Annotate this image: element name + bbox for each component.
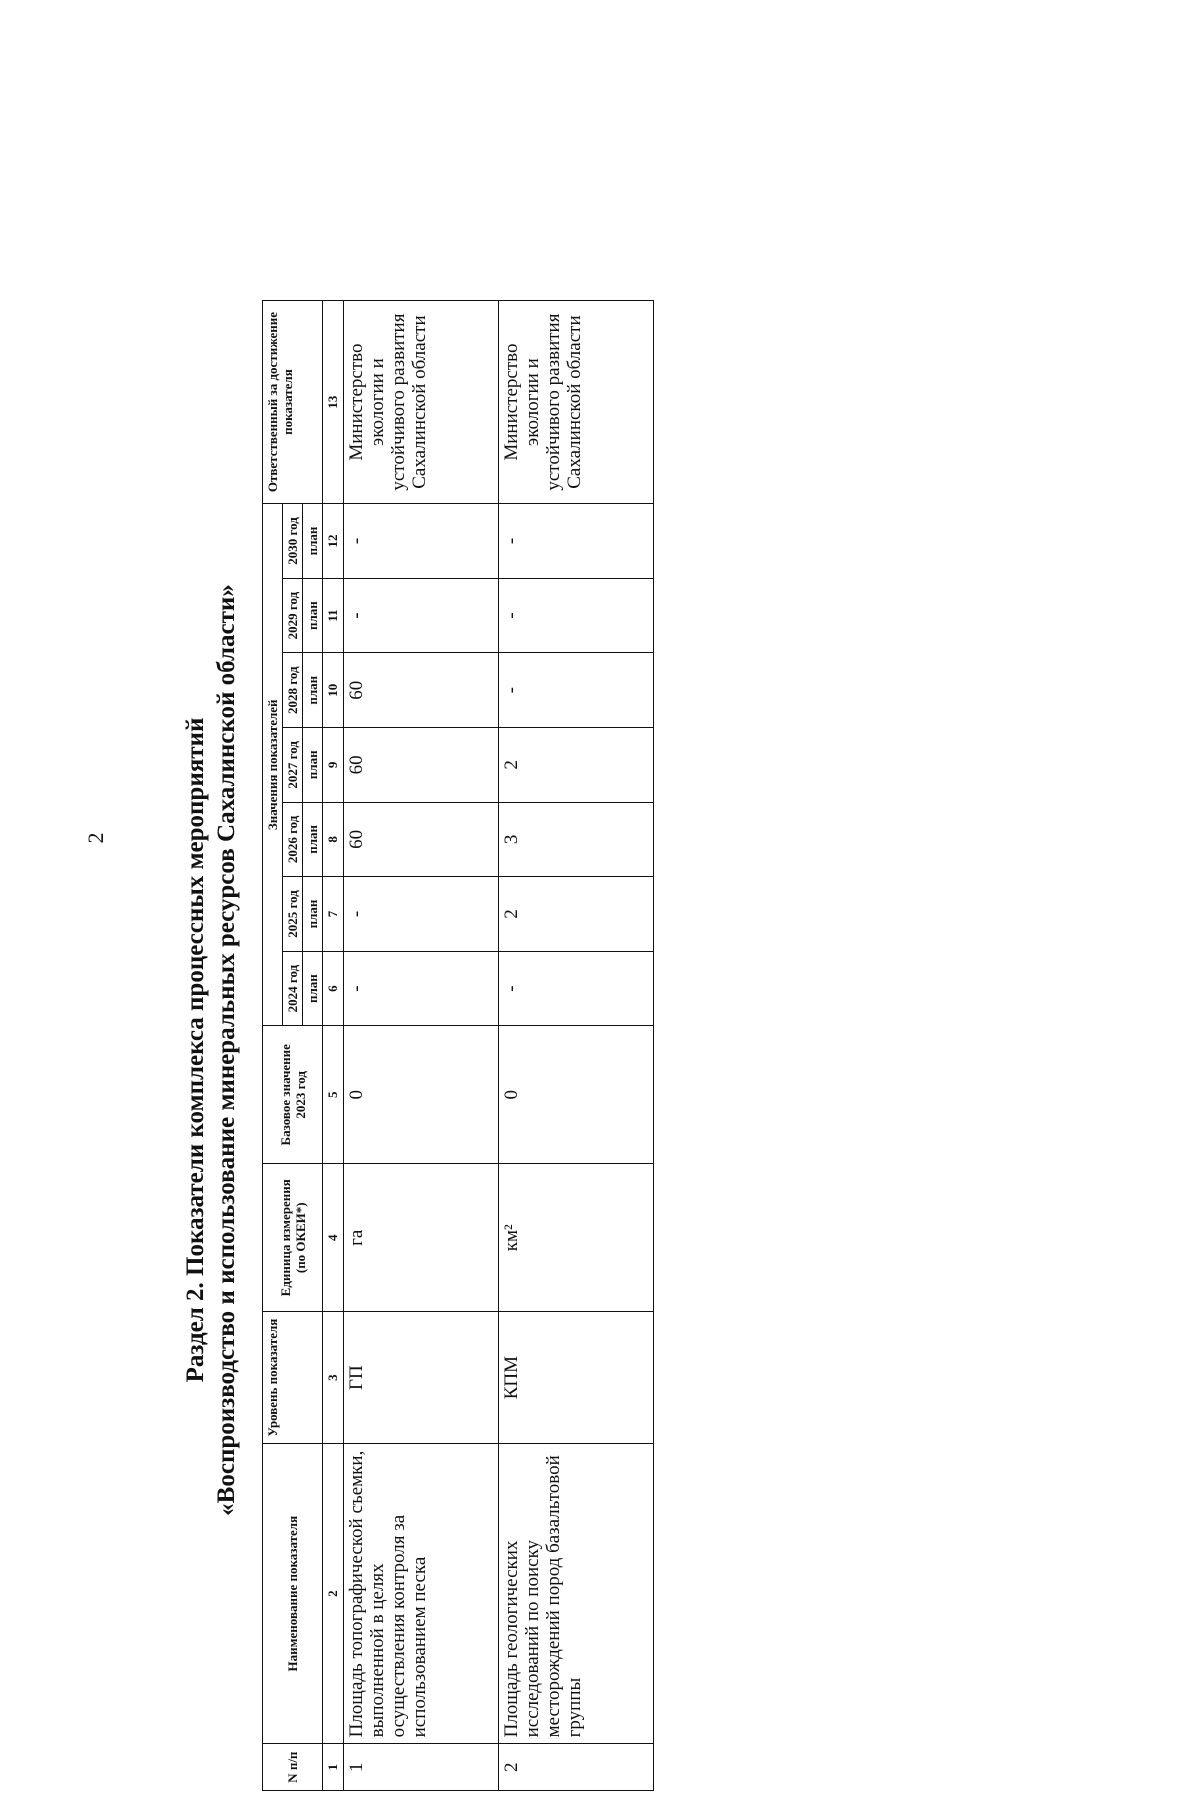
header-num: N п/п [263, 1744, 323, 1791]
indicators-table [262, 300, 654, 1791]
row-base: 0 [499, 1026, 654, 1164]
column-number: 4 [323, 1164, 344, 1312]
header-plan: план [303, 802, 323, 877]
column-number: 9 [323, 728, 344, 803]
header-plan: план [303, 728, 323, 803]
row-value-2025: - [344, 877, 499, 952]
header-plan: план [303, 578, 323, 653]
column-number: 1 [323, 1744, 344, 1791]
header-year: 2027 год [283, 728, 303, 803]
column-number: 7 [323, 877, 344, 952]
header-unit: Единица измерения (по ОКЕИ*) [263, 1164, 323, 1312]
header-year: 2026 год [283, 802, 303, 877]
row-value-2029: - [499, 578, 654, 653]
row-value-2025: 2 [499, 877, 654, 952]
row-value-2030: - [499, 504, 654, 579]
row-value-2028: - [499, 653, 654, 728]
header-year: 2024 год [283, 951, 303, 1026]
column-number: 2 [323, 1443, 344, 1743]
header-plan: план [303, 951, 323, 1026]
header-responsible: Ответственный за достижение показателя [263, 301, 323, 504]
row-num: 1 [344, 1744, 499, 1791]
row-value-2029: - [344, 578, 499, 653]
column-number: 5 [323, 1026, 344, 1164]
column-number: 11 [323, 578, 344, 653]
header-plan: план [303, 653, 323, 728]
row-value-2027: 2 [499, 728, 654, 803]
row-base: 0 [344, 1026, 499, 1164]
header-plan: план [303, 504, 323, 579]
column-number: 13 [323, 301, 344, 504]
column-number: 10 [323, 653, 344, 728]
rotated-page-content [180, 300, 820, 1800]
row-value-2030: - [344, 504, 499, 579]
header-values-group: Значения показателей [263, 504, 283, 1026]
page-number: 2 [83, 832, 108, 844]
column-number: 3 [323, 1312, 344, 1444]
column-number: 8 [323, 802, 344, 877]
row-level: КПМ [499, 1312, 654, 1444]
header-base: Базовое значение 2023 год [263, 1026, 323, 1164]
row-num: 2 [499, 1744, 654, 1791]
section-title [180, 300, 262, 1800]
header-year: 2029 год [283, 578, 303, 653]
row-level: ГП [344, 1312, 499, 1444]
row-value-2027: 60 [344, 728, 499, 803]
row-responsible: Министерство экологии и устойчивого развития Сахалинской области [344, 301, 499, 504]
table-row [344, 301, 499, 1791]
column-number: 12 [323, 504, 344, 579]
section-title-line-1: Раздел 2. Показатели комплекса процессных мероприятий [182, 717, 209, 1383]
header-year: 2030 год [283, 504, 303, 579]
header-plan: план [303, 877, 323, 952]
row-value-2028: 60 [344, 653, 499, 728]
header-name: Наименование показателя [263, 1443, 323, 1743]
header-year: 2028 год [283, 653, 303, 728]
header-row-1 [263, 301, 283, 1791]
row-value-2026: 3 [499, 802, 654, 877]
section-title-line-2: «Воспроизводство и использование минеральных ресурсов Сахалинской области» [213, 584, 240, 1516]
column-number: 6 [323, 951, 344, 1026]
row-name: Площадь топографической съемки, выполненной в целях осуществления контроля за использованием песка [344, 1443, 499, 1743]
header-level: Уровень показателя [263, 1312, 323, 1444]
row-unit: га [344, 1164, 499, 1312]
row-responsible: Министерство экологии и устойчивого развития Сахалинской области [499, 301, 654, 504]
row-unit: км² [499, 1164, 654, 1312]
table-row [499, 301, 654, 1791]
row-value-2026: 60 [344, 802, 499, 877]
row-name: Площадь геологических исследований по поиску месторождений пород базальтовой группы [499, 1443, 654, 1743]
column-numbers-row [323, 301, 344, 1791]
header-year: 2025 год [283, 877, 303, 952]
row-value-2024: - [344, 951, 499, 1026]
row-value-2024: - [499, 951, 654, 1026]
